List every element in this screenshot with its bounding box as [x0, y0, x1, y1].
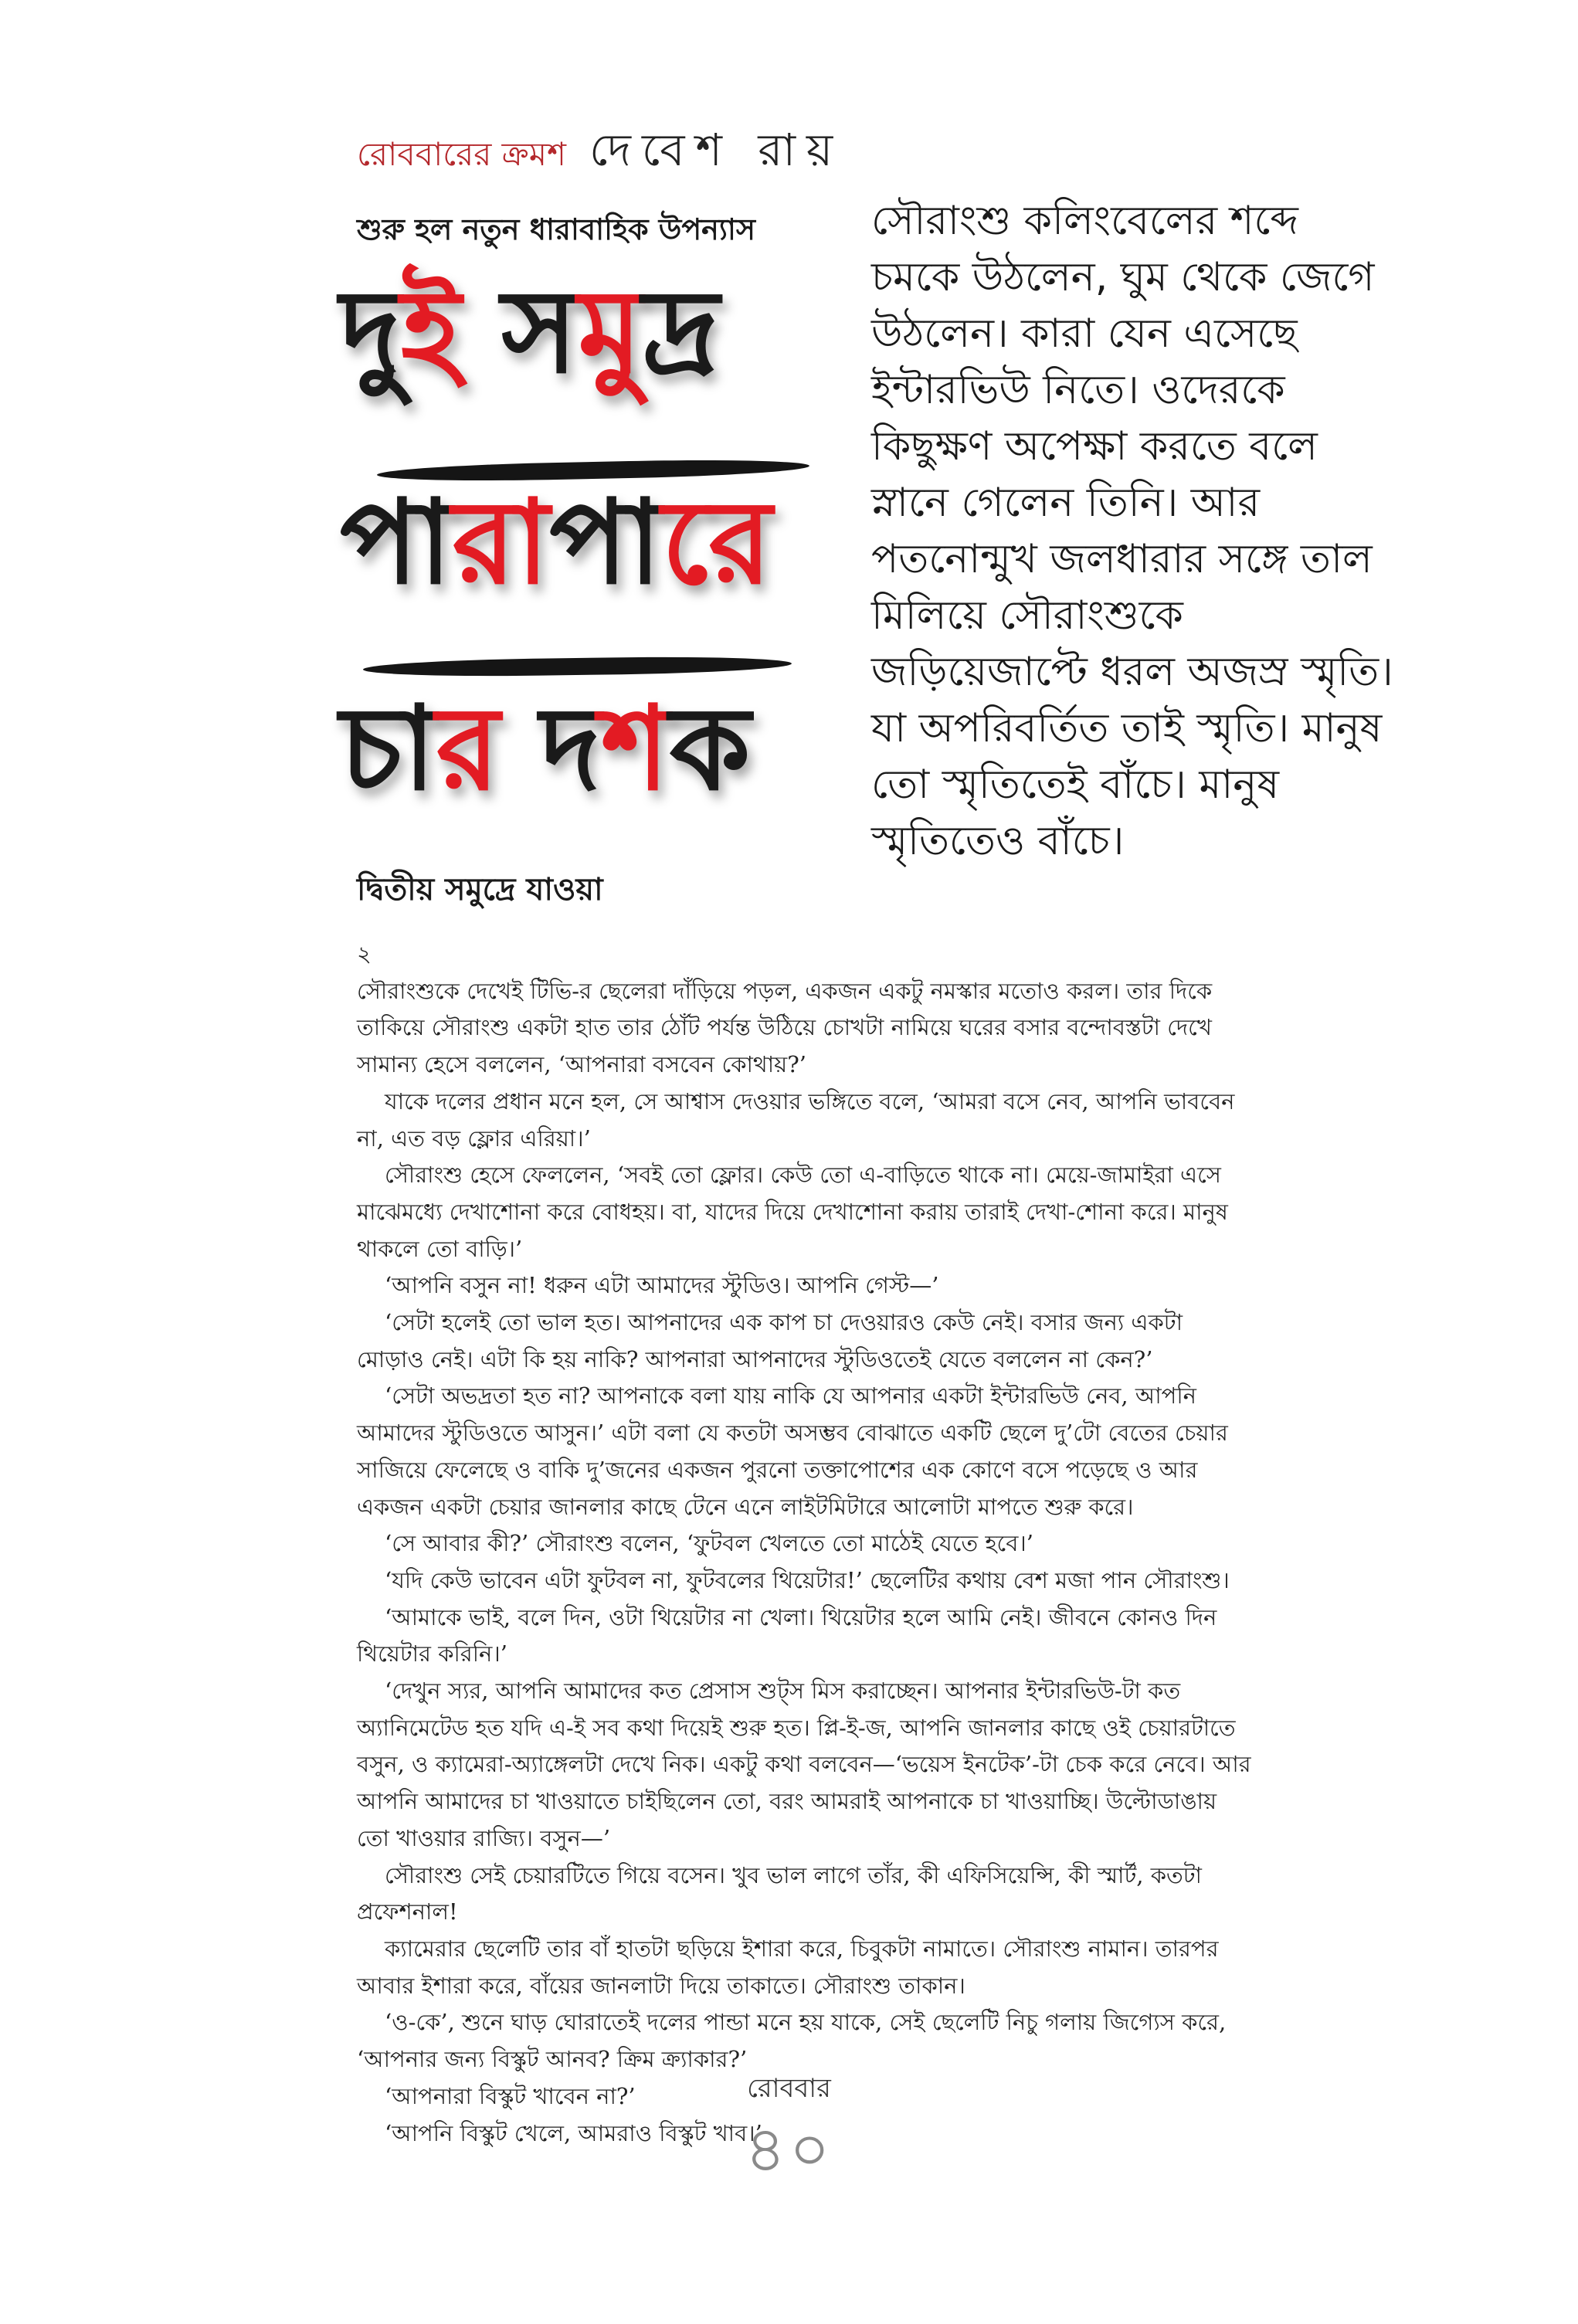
series-label: রোববারের ক্রমশ: [357, 135, 566, 173]
paragraph: সৌরাংশু সেই চেয়ারটিতে গিয়ে বসেন। খুব ভাল লাগে তাঁর, কী এফিসিয়েন্সি, কী স্মার্ট, কতটা প্রফেশনাল!: [357, 1861, 1202, 1925]
paragraph: ‘সেটা অভদ্রতা হত না? আপনাকে বলা যায় নাকি যে আপনার একটা ইন্টারভিউ নেব, আপনি আমাদের স্টুডিওতে আসুন।’ এটা বলা যে কতটা অসম্ভব বোঝাতে একটি ছেলে দু’টো বেতের চেয়ার সাজিয়ে ফেলেছে ও বাকি দু’জনের একজন পুরনো তক্তাপোশের এক কোণে বসে পড়েছে ও আর একজন একটা চেয়ার জানলার কাছে টেনে এনে লাইটমিটারে আলোটা মাপতে শুরু করে।: [357, 1383, 1228, 1520]
title-fragment: দ: [499, 682, 601, 816]
title-fragment: পা: [549, 476, 662, 610]
pull-quote-line: সৌরাংশু কলিংবেলের শব্দে: [871, 198, 1298, 244]
paragraph: ‘সেটা হলেই তো ভাল হত। আপনাদের এক কাপ চা দেওয়ারও কেউ নেই। বসার জন্য একটা মোড়াও নেই। এটা কি হয় নাকি? আপনারা আপনাদের স্টুডিওতেই যেতে বললেন না কেন?’: [357, 1309, 1183, 1372]
title-fragment-red: মু: [578, 265, 643, 399]
paragraph: ‘আপনি বিস্কুট খেলে, আমরাও বিস্কুট খাব।’: [385, 2119, 762, 2146]
title-line-3: [340, 682, 834, 816]
title-line-2: [340, 476, 834, 610]
paragraph: সৌরাংশু হেসে ফেললেন, ‘সবই তো ফ্লোর। কেউ তো এ-বাড়িতে থাকে না। মেয়ে-জামাইরা এসে মাঝেমধ্যে দেখাশোনা করে বোধহয়। বা, যাদের দিয়ে দেখাশোনা করায় তারাই দেখা-শোনা করে। মানুষ থাকলে তো বাড়ি।’: [357, 1162, 1228, 1262]
paragraph: ক্যামেরার ছেলেটি তার বাঁ হাতটা ছড়িয়ে ইশারা করে, চিবুকটা নামাতে। সৌরাংশু নামান। তারপর আবার ইশারা করে, বাঁয়ের জানলাটা দিয়ে তাকাতে। সৌরাংশু তাকান।: [357, 1935, 1219, 1999]
pull-quote-line: পতনোন্মুখ জলধারার সঙ্গে তাল: [871, 536, 1373, 582]
column-header: [357, 116, 843, 178]
author-name: দেবেশ রায়: [589, 124, 844, 176]
pull-quote-line: মিলিয়ে সৌরাংশুকে: [871, 592, 1183, 639]
pull-quote-line: ইন্টারভিউ নিতে। ওদেরকে: [871, 367, 1285, 413]
paragraph: ‘সে আবার কী?’ সৌরাংশু বলেন, ‘ফুটবল খেলতে তো মাঠেই যেতে হবে।’: [385, 1530, 1033, 1557]
title-fragment-red: রে: [661, 476, 772, 610]
pull-quote-line: স্নানে গেলেন তিনি। আর: [871, 480, 1261, 526]
paragraph: ‘দেখুন স্যর, আপনি আমাদের কত প্রেসাস শুট্স মিস করাচ্ছেন। আপনার ইন্টারভিউ-টা কত অ্যানিমেটেড হত যদি এ-ই সব কথা দিয়েই শুরু হত। প্লি-ই-জ, আপনি জানলার কাছে ওই চেয়ারটাতে বসুন, ও ক্যামেরা-অ্যাঙ্গেলটা দেখে নিক। একটু কথা বলবেন—‘ভয়েস ইনটেক’-টা চেক করে নেবে। আর আপনি আমাদের চা খাওয়াতে চাইছিলেন তো, বরং আমরাই আপনাকে চা খাওয়াচ্ছি। উল্টোডাঙায় তো খাওয়ার রাজ্যি। বসুন—’: [357, 1678, 1251, 1851]
paragraph: ‘আমাকে ভাই, বলে দিন, ওটা থিয়েটার না খেলা। থিয়েটার হলে আমি নেই। জীবনে কোনও দিন থিয়েটার করিনি।’: [357, 1603, 1217, 1668]
title-fragment: দ্র: [642, 265, 720, 399]
brush-stroke-divider: [363, 655, 792, 678]
title-fragment-red: ই: [400, 265, 461, 399]
paragraph: ‘আপনি বসুন না! ধরুন এটা আমাদের স্টুডিও। আপনি গেস্ট—’: [385, 1272, 939, 1299]
chapter-subhead: দ্বিতীয় সমুদ্রে যাওয়া: [357, 872, 603, 908]
pull-quote-line: কিছুক্ষণ অপেক্ষা করতে বলে: [871, 423, 1318, 470]
article-body: [357, 936, 1253, 2152]
title-fragment-red: র: [436, 682, 500, 816]
pull-quote-line: স্মৃতিতেও বাঁচে।: [871, 818, 1125, 864]
title-fragment: পা: [340, 476, 453, 610]
footer-magazine-name: রোববার: [747, 2073, 831, 2104]
title-fragment: ক: [669, 682, 751, 816]
paragraph: ‘আপনারা বিস্কুট খাবেন না?’: [385, 2082, 636, 2109]
title-fragment: দু: [340, 265, 401, 399]
section-number: ২: [357, 941, 372, 967]
paragraph: সৌরাংশুকে দেখেই টিভি-র ছেলেরা দাঁড়িয়ে পড়ল, একজন একটু নমস্কার মতোও করল। তার দিকে তাকিয়ে সৌরাংশু একটা হাত তার ঠোঁট পর্যন্ত উঠিয়ে চোখটা নামিয়ে ঘরের বসার বন্দোবস্তটা দেখে সামান্য হেসে বললেন, ‘আপনারা বসবেন কোথায়?’: [357, 977, 1213, 1078]
pull-quote-line: জড়িয়েজাপ্টে ধরল অজস্র স্মৃতি।: [871, 649, 1393, 695]
title-fragment: চা: [340, 682, 436, 816]
paragraph: ‘যদি কেউ ভাবেন এটা ফুটবল না, ফুটবলের থিয়েটার!’ ছেলেটির কথায় বেশ মজা পান সৌরাংশু।: [385, 1566, 1230, 1593]
paragraph: ‘ও-কে’, শুনে ঘাড় ঘোরাতেই দলের পান্ডা মনে হয় যাকে, সেই ছেলেটি নিচু গলায় জিগ্যেস করে, ‘আপনার জন্য বিস্কুট আনব? ক্রিম ক্র্যাকার?’: [357, 2009, 1227, 2073]
pull-quote-line: যা অপরিবর্তিত তাই স্মৃতি। মানুষ: [871, 705, 1383, 751]
pull-quote-line: চমকে উঠলেন, ঘুম থেকে জেগে: [871, 254, 1375, 300]
title-fragment: স: [460, 265, 579, 399]
pull-quote-line: তো স্মৃতিতেই বাঁচে। মানুষ: [871, 762, 1280, 808]
title-fragment-red: রা: [452, 476, 550, 610]
title-line-1: [340, 265, 834, 399]
pull-quote-line: উঠলেন। কারা যেন এসেছে: [871, 310, 1298, 357]
pull-quote: [871, 193, 1551, 870]
title-fragment-red: শ: [601, 682, 670, 816]
paragraph: যাকে দলের প্রধান মনে হল, সে আশ্বাস দেওয়ার ভঙ্গিতে বলে, ‘আমরা বসে নেব, আপনি ভাববেন না, এত বড় ফ্লোর এরিয়া।’: [357, 1087, 1235, 1152]
kicker-text: শুরু হল নতুন ধারাবাহিক উপন্যাস: [357, 212, 755, 246]
page-number: ৪০: [745, 2113, 833, 2187]
